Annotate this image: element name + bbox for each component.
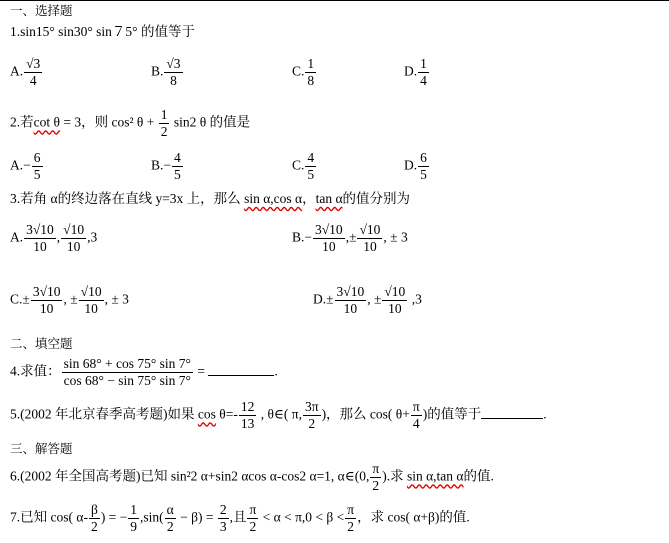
q1-option-d: D. $\frac{1}{4}$	[404, 56, 427, 88]
q3-stem: 3.若角 α的终边落在直线 y=3x 上，那么 sin α,cos α，tan α的值分别为	[10, 191, 411, 206]
q3-option-a: A. $\frac{3√10}{10}$ , $\frac{√10}{10}$ ,3	[10, 222, 98, 254]
q3-option-b: B.− $\frac{3√10}{10}$ ,± $\frac{√10}{10}$ , ± 3	[292, 222, 408, 254]
section-heading-answer: 三、解答题	[10, 441, 73, 456]
q3-option-c: C.± $\frac{3√10}{10}$ , ± $\frac{√10}{10}$ , ± 3	[10, 284, 129, 316]
q2-option-b: B.− $\frac{4}{5}$	[151, 150, 181, 182]
top-rule	[0, 0, 669, 1]
q7-stem: 7.已知 cos( α- $\frac{\beta}{2}$ ) = − $\frac{1}{9}$ ,sin( $\frac{\alpha}{2}$ − β) = $\frac{2}{3}$ ,且 $\frac{\pi}{2}$ < α < π,0 < β < $\frac{\pi}{2}$ ，求 cos( α+β)的值.	[10, 502, 470, 534]
q1-option-b: B. $\frac{√3}{8}$	[151, 56, 181, 88]
q1-option-c: C. $\frac{1}{8}$	[292, 56, 315, 88]
q3-option-d: D.± $\frac{3√10}{10}$ , ± $\frac{√10}{10}$ ,3	[313, 284, 422, 316]
q2-option-c: C. $\frac{4}{5}$	[292, 150, 315, 182]
q4-answer-blank[interactable]	[208, 375, 274, 376]
q1-stem: 1.sin15° sin30° sin７5° 的值等于	[10, 24, 195, 39]
q6-stem: 6.(2002 年全国高考题)已知 sin²2 α+sin2 αcos α-cos2 α=1, α∈(0, $\frac{\pi}{2}$ ).求 sin α,tan α的值.	[10, 461, 494, 493]
q1-option-a: A. $\frac{√3}{4}$	[10, 56, 41, 88]
section-heading-fill: 二、填空题	[10, 336, 73, 351]
q5-stem: 5.(2002 年北京春季高考题)如果 cos θ=- $\frac{12}{13}$ , θ∈( π, $\frac{3\pi}{2}$ )，那么 cos( θ+ $\frac{\pi}{4}$ )的值等于 .	[10, 399, 547, 431]
q2-option-d: D. $\frac{6}{5}$	[404, 150, 427, 182]
section-heading-choice: 一、选择题	[10, 3, 73, 18]
q2-stem: 2.若cot θ = 3，则 cos² θ + $\frac{1}{2}$ sin2 θ 的值是	[10, 107, 251, 139]
q2-option-a: A.− $\frac{6}{5}$	[10, 150, 41, 182]
q5-answer-blank[interactable]	[481, 418, 543, 419]
q4-stem: 4.求值： $\frac{\sin 68^\circ + \cos 75^\circ \sin 7^\circ}{\cos 68^\circ - \sin 75^\circ \sin 7^\circ}$ = .	[10, 356, 278, 388]
